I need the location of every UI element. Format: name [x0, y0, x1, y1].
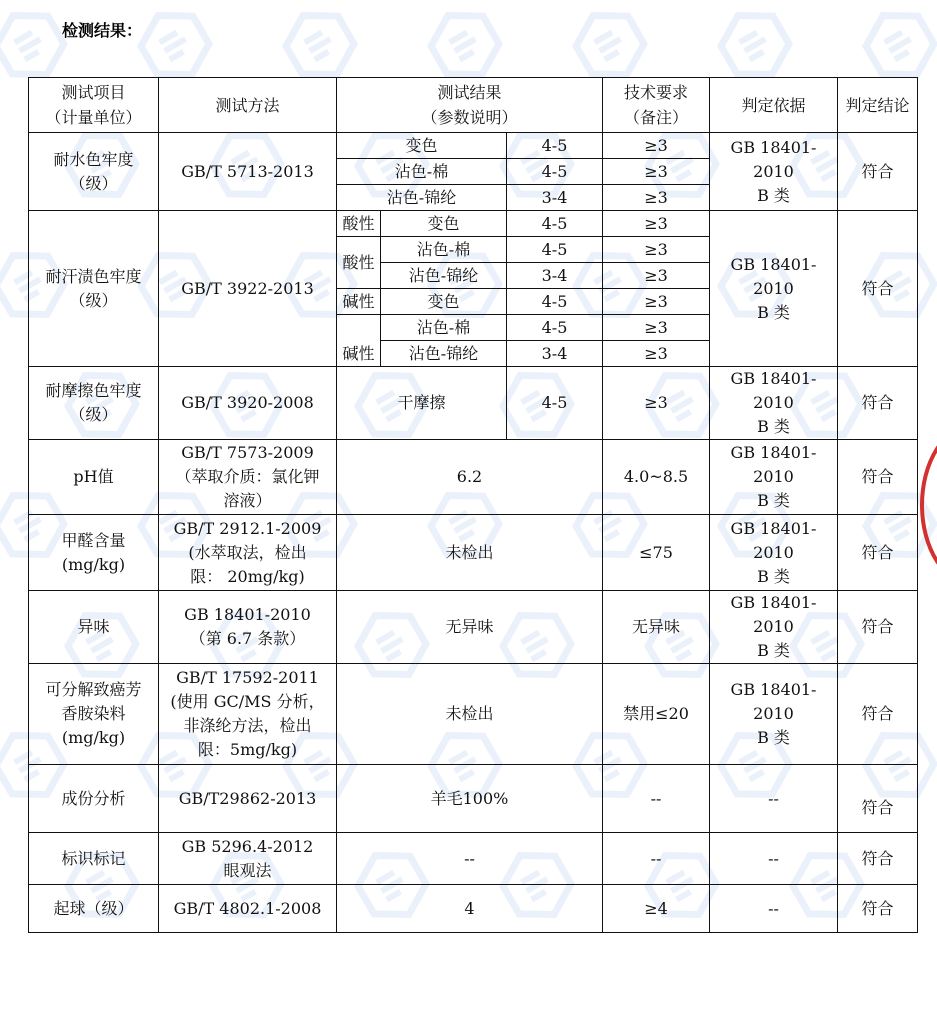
watermark-logo-icon — [860, 5, 937, 85]
watermark-logo-icon — [570, 5, 650, 85]
table-row — [29, 211, 918, 237]
sub-requirement: ≥3 — [603, 159, 710, 185]
group-label: 酸性 — [337, 211, 381, 237]
row-requirement: ≥4 — [603, 885, 710, 933]
sub-label: 变色 — [381, 211, 507, 237]
row-method: GB 18401-2010 （第 6.7 条款） — [159, 591, 337, 664]
sub-label: 沾色-锦纶 — [381, 341, 507, 367]
row-item: pH值 — [29, 440, 159, 515]
row-basis: GB 18401-2010 B 类 — [710, 515, 838, 591]
table-row — [29, 765, 918, 833]
header-requirement: 技术要求 （备注） — [603, 78, 710, 133]
row-result: 羊毛100% — [337, 765, 603, 833]
row-method: GB/T 7573-2009 （萃取介质：氯化钾 溶液） — [159, 440, 337, 515]
row-conclusion: 符合 — [838, 515, 918, 591]
row-requirement: 无异味 — [603, 591, 710, 664]
row-requirement: 4.0~8.5 — [603, 440, 710, 515]
table-row — [29, 885, 918, 933]
sub-requirement: ≥3 — [603, 185, 710, 211]
sub-value: 4-5 — [507, 315, 603, 341]
group-label: 碱性 — [337, 289, 381, 315]
row-basis: -- — [710, 833, 838, 885]
sub-value: 4-5 — [507, 211, 603, 237]
row-conclusion: 符合 — [838, 367, 918, 440]
sub-requirement: ≥3 — [603, 341, 710, 367]
table-row — [29, 515, 918, 591]
row-method: GB 5296.4-2012 眼观法 — [159, 833, 337, 885]
sub-label: 沾色-棉 — [337, 159, 507, 185]
row-basis: GB 18401-2010 B 类 — [710, 591, 838, 664]
sub-requirement: ≥3 — [603, 211, 710, 237]
section-title: 检测结果： — [62, 21, 143, 40]
sub-requirement: ≥3 — [603, 315, 710, 341]
row-method: GB/T 3920-2008 — [159, 367, 337, 440]
row-conclusion: 符合 — [838, 211, 918, 367]
row-method: GB/T 17592-2011 (使用 GC/MS 分析， 非涤纶方法，检出 限：5mg/kg) — [159, 664, 337, 765]
sub-label: 沾色-锦纶 — [381, 263, 507, 289]
table-row — [29, 591, 918, 664]
row-item: 耐摩擦色牢度 （级） — [29, 367, 159, 440]
sub-value: 3-4 — [507, 263, 603, 289]
row-conclusion: 符合 — [838, 765, 918, 833]
stamp-ring — [922, 425, 937, 585]
watermark-logo-icon — [0, 5, 70, 85]
sub-label: 变色 — [381, 289, 507, 315]
row-method: GB/T29862-2013 — [159, 765, 337, 833]
row-basis: GB 18401-2010 B 类 — [710, 133, 838, 211]
header-conclusion: 判定结论 — [838, 78, 918, 133]
watermark-logo-icon — [425, 5, 505, 85]
sub-value: 4-5 — [507, 237, 603, 263]
row-result: 6.2 — [337, 440, 603, 515]
sub-value: 4-5 — [507, 367, 603, 440]
row-conclusion: 符合 — [838, 591, 918, 664]
sub-requirement: ≥3 — [603, 133, 710, 159]
row-basis: -- — [710, 885, 838, 933]
row-item: 耐水色牢度 （级） — [29, 133, 159, 211]
header-basis: 判定依据 — [710, 78, 838, 133]
test-results-table — [28, 77, 918, 933]
sub-requirement: ≥3 — [603, 367, 710, 440]
row-basis: GB 18401-2010 B 类 — [710, 664, 838, 765]
table-row — [29, 133, 918, 159]
row-result: 无异味 — [337, 591, 603, 664]
row-conclusion: 符合 — [838, 885, 918, 933]
row-basis: -- — [710, 765, 838, 833]
sub-label: 沾色-棉 — [381, 315, 507, 341]
group-label: 酸性 — [337, 237, 381, 289]
header-method: 测试方法 — [159, 78, 337, 133]
row-conclusion: 符合 — [838, 440, 918, 515]
header-row — [29, 78, 918, 133]
row-basis: GB 18401-2010 B 类 — [710, 440, 838, 515]
sub-value: 3-4 — [507, 185, 603, 211]
table-row — [29, 664, 918, 765]
row-conclusion: 符合 — [838, 664, 918, 765]
row-method: GB/T 3922-2013 — [159, 211, 337, 367]
row-requirement: -- — [603, 765, 710, 833]
row-item: 成份分析 — [29, 765, 159, 833]
row-item: 异味 — [29, 591, 159, 664]
row-method: GB/T 5713-2013 — [159, 133, 337, 211]
row-method: GB/T 2912.1-2009 (水萃取法，检出 限： 20mg/kg) — [159, 515, 337, 591]
sub-requirement: ≥3 — [603, 237, 710, 263]
table-row — [29, 833, 918, 885]
row-conclusion: 符合 — [838, 833, 918, 885]
watermark-logo-icon — [135, 5, 215, 85]
sub-requirement: ≥3 — [603, 263, 710, 289]
sub-label: 干摩擦 — [337, 367, 507, 440]
row-item: 可分解致癌芳 香胺染料 (mg/kg) — [29, 664, 159, 765]
row-method: GB/T 4802.1-2008 — [159, 885, 337, 933]
row-item: 标识标记 — [29, 833, 159, 885]
row-result: 未检出 — [337, 515, 603, 591]
row-conclusion: 符合 — [838, 133, 918, 211]
row-result: -- — [337, 833, 603, 885]
table-row — [29, 440, 918, 515]
row-item: 甲醛含量 (mg/kg) — [29, 515, 159, 591]
table-row — [29, 367, 918, 440]
sub-label: 沾色-棉 — [381, 237, 507, 263]
header-result: 测试结果 （参数说明） — [337, 78, 603, 133]
row-requirement: 禁用≤20 — [603, 664, 710, 765]
sub-requirement: ≥3 — [603, 289, 710, 315]
row-basis: GB 18401-2010 B 类 — [710, 367, 838, 440]
sub-label: 沾色-锦纶 — [337, 185, 507, 211]
row-requirement: ≤75 — [603, 515, 710, 591]
row-item: 起球（级） — [29, 885, 159, 933]
watermark-logo-icon — [715, 5, 795, 85]
header-item: 测试项目 （计量单位） — [29, 78, 159, 133]
sub-value: 3-4 — [507, 341, 603, 367]
row-item: 耐汗渍色牢度 （级） — [29, 211, 159, 367]
sub-value: 4-5 — [507, 133, 603, 159]
sub-label: 变色 — [337, 133, 507, 159]
group-label: 碱性 — [337, 315, 381, 367]
row-result: 未检出 — [337, 664, 603, 765]
sub-value: 4-5 — [507, 159, 603, 185]
row-requirement: -- — [603, 833, 710, 885]
watermark-logo-icon — [280, 5, 360, 85]
row-result: 4 — [337, 885, 603, 933]
row-basis: GB 18401-2010 B 类 — [710, 211, 838, 367]
sub-value: 4-5 — [507, 289, 603, 315]
